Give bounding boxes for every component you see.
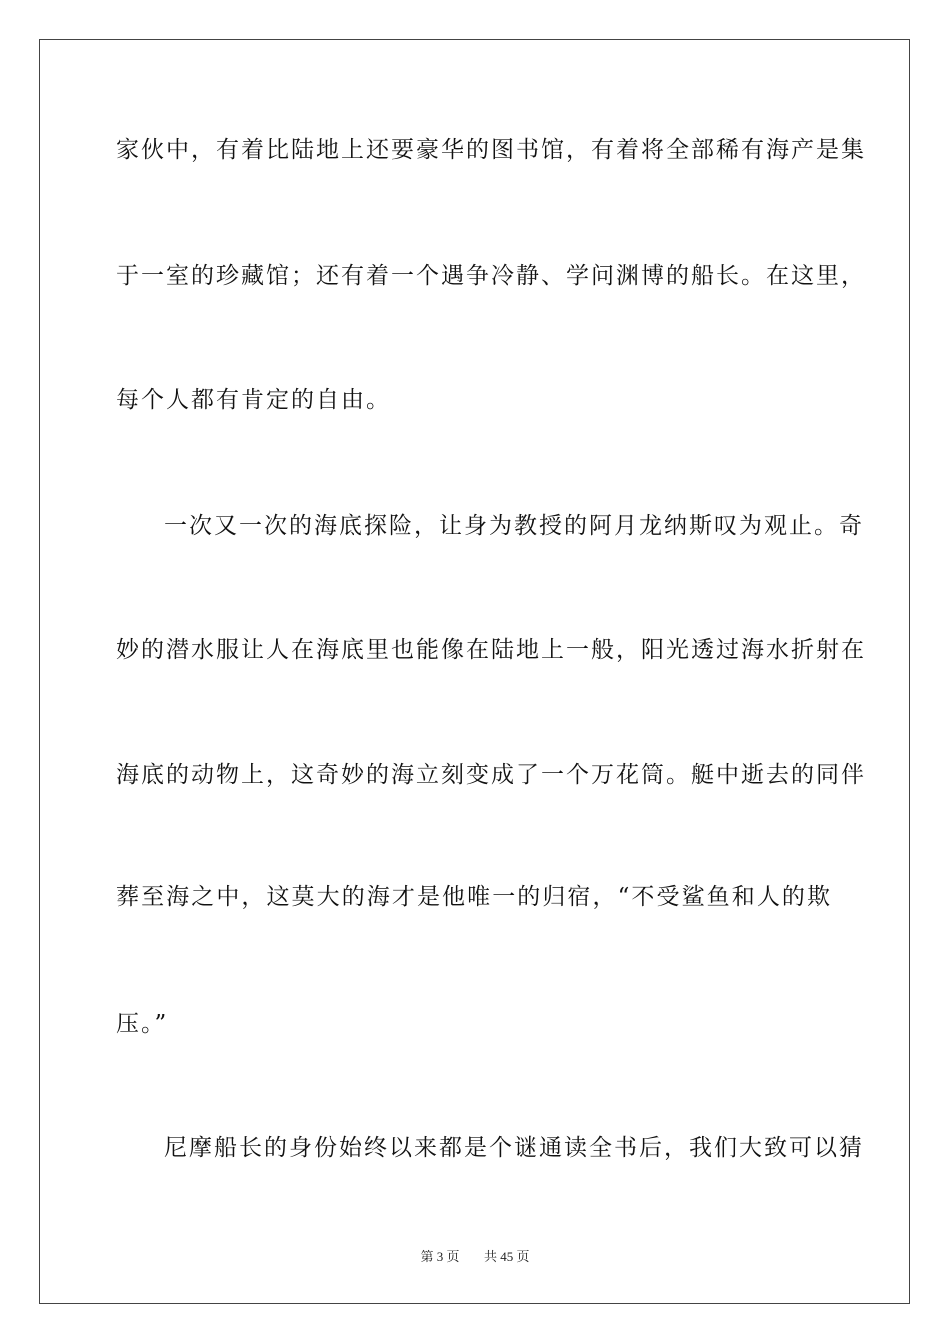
text-line-7: 葬至海之中，这莫大的海才是他唯一的归宿，“不受鲨鱼和人的欺: [116, 884, 832, 910]
page-number: 第 3 页: [420, 1249, 460, 1264]
text-line-1: 家伙中，有着比陆地上还要豪华的图书馆，有着将全部稀有海产是集: [116, 137, 866, 163]
total-pages: 共 45 页: [484, 1249, 530, 1264]
text-line-8: 压。”: [116, 1011, 169, 1037]
text-line-6: 海底的动物上，这奇妙的海立刻变成了一个万花筒。艇中逝去的同伴: [116, 762, 866, 788]
page-footer: [0, 1248, 950, 1266]
text-line-2: 于一室的珍藏馆；还有着一个遇争冷静、学问渊博的船长。在这里，: [116, 263, 866, 289]
text-line-4: 一次又一次的海底探险，让身为教授的阿月龙纳斯叹为观止。奇: [164, 513, 864, 539]
text-line-5: 妙的潜水服让人在海底里也能像在陆地上一般，阳光透过海水折射在: [116, 637, 866, 663]
text-line-9: 尼摩船长的身份始终以来都是个谜通读全书后，我们大致可以猜: [164, 1135, 864, 1161]
page-border: [39, 39, 910, 1304]
text-line-3: 每个人都有肯定的自由。: [116, 387, 391, 413]
